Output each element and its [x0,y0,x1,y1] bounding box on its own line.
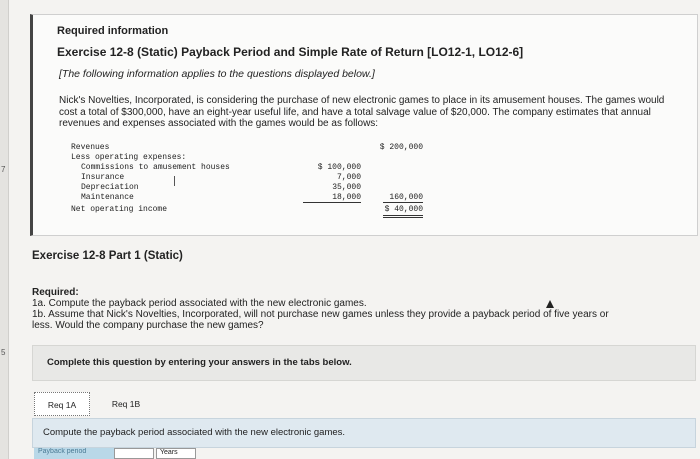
text-caret [174,176,175,186]
info-paragraph: Nick's Novelties, Incorporated, is considering the purchase of new electronic games to place in its amusement houses. The games would cost a total of $300,000, have an eight-year useful life, and have a total salvage value of $20,000. The company estimates that annual revenues and expenses associated with the games would be as follows: [59,95,665,129]
expense-label: Commissions to amusement houses [81,163,230,172]
requirement-1b-line2: less. Would the company purchase the new games? [32,320,264,331]
question-prompt [32,418,696,448]
requirement-1b-line1: 1b. Assume that Nick's Novelties, Incorporated, will not purchase new games unless they provide a payback period of five years or [32,309,609,320]
subtotal-rule [303,202,361,203]
question-text: Compute the payback period associated with the new electronic games. [43,427,346,438]
revenues-value: $ 200,000 [379,143,423,152]
info-title: Required information [57,25,169,37]
expense-value: 35,000 [332,183,361,192]
revenues-label: Revenues [71,143,110,152]
edge-number: 7 [1,165,6,174]
exercise-subtitle: Exercise 12-8 (Static) Payback Period and Simple Rate of Return [LO12-1, LO12-6] [57,45,524,59]
requirement-1a: 1a. Compute the payback period associated with the new electronic games. [32,298,367,309]
less-expenses-label: Less operating expenses: [71,153,187,162]
instruction-text: Complete this question by entering your answers in the tabs below. [47,357,352,368]
expense-value: $ 100,000 [317,163,361,172]
payback-period-label: Payback period [34,448,114,459]
expense-label: Depreciation [81,183,139,192]
expense-value: 7,000 [336,173,361,182]
required-label: Required: [32,287,79,298]
years-unit-label: Years [156,448,196,459]
payback-period-input[interactable] [114,448,154,459]
net-income-label: Net operating income [71,205,168,214]
expense-value: 18,000 [332,193,361,202]
net-income-value: $ 40,000 [384,205,423,214]
required-information-panel [30,14,698,236]
edge-number: 5 [1,348,6,357]
answer-row [32,448,332,459]
double-rule-top [383,215,423,216]
expense-label: Insurance [81,173,125,182]
expense-label: Maintenance [81,193,134,202]
left-window-edge [0,0,9,459]
total-rule [383,202,423,203]
income-statement [63,140,463,220]
tab-req-1a[interactable]: Req 1A [34,392,90,416]
instruction-banner [32,345,696,381]
info-note: [The following information applies to the questions displayed below.] [59,68,375,80]
requirement-tabs [34,392,154,418]
part-title: Exercise 12-8 Part 1 (Static) [32,250,183,262]
double-rule-bottom [383,217,423,218]
mouse-pointer-icon [546,300,554,308]
tab-req-1b[interactable]: Req 1B [111,399,141,409]
total-expenses-value: 160,000 [389,193,423,202]
